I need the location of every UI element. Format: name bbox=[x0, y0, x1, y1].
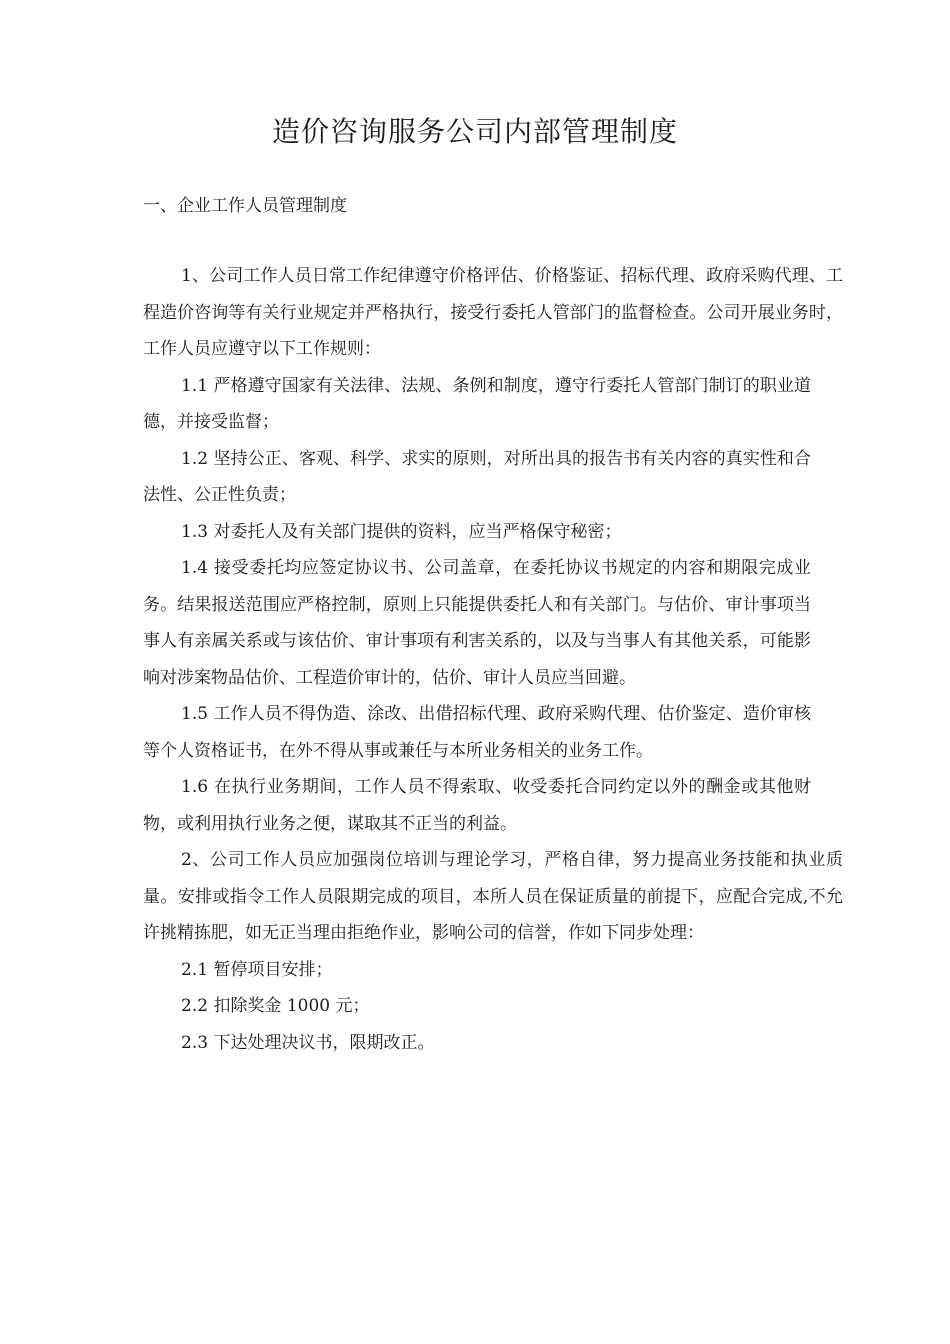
document-body bbox=[143, 258, 843, 1061]
paragraph-1-6: 1.6 在执行业务期间，工作人员不得索取、收受委托合同约定以外的酬金或其他财物，或利用执行业务之便，谋取其不正当的利益。 bbox=[143, 777, 811, 834]
paragraph-2-2: 2.2 扣除奖金 1000 元； bbox=[181, 996, 370, 1016]
paragraph-2: 2、公司工作人员应加强岗位培训与理论学习，严格自律，努力提高业务技能和执业质量。安排或指令工作人员限期完成的项目，本所人员在保证质量的前提下，应配合完成,不允许挑精拣肥，如无正当理由拒绝作业，影响公司的信誉，作如下同步处理： bbox=[143, 850, 843, 943]
paragraph-2-1: 2.1 暂停项目安排； bbox=[181, 959, 333, 980]
section-heading: 一、企业工作人员管理制度 bbox=[143, 196, 347, 216]
document-title: 造价咨询服务公司内部管理制度 bbox=[271, 115, 678, 148]
paragraph-2-3: 2.3 下达处理决议书，限期改正。 bbox=[181, 1032, 435, 1053]
paragraph-1: 1、公司工作人员日常工作纪律遵守价格评估、价格鉴证、招标代理、政府采购代理、工程造价咨询等有关行业规定并严格执行，接受行委托人管部门的监督检查。公司开展业务时，工作人员应遵守以下工作规则： bbox=[143, 266, 843, 359]
paragraph-1-3: 1.3 对委托人及有关部门提供的资料，应当严格保守秘密； bbox=[181, 521, 622, 542]
paragraph-1-4: 1.4 接受委托均应签定协议书、公司盖章，在委托协议书规定的内容和期限完成业务。结果报送范围应严格控制，原则上只能提供委托人和有关部门。与估价、审计事项当事人有亲属关系或与该估价、审计事项有利害关系的，以及与当事人有其他关系，可能影响对涉案物品估价、工程造价审计的，估价、审计人员应当回避。 bbox=[143, 558, 811, 688]
paragraph-1-2: 1.2 坚持公正、客观、科学、求实的原则，对所出具的报告书有关内容的真实性和合法性、公正性负责； bbox=[143, 448, 811, 505]
paragraph-1-5: 1.5 工作人员不得伪造、涂改、出借招标代理、政府采购代理、估价鉴定、造价审核等个人资格证书，在外不得从事或兼任与本所业务相关的业务工作。 bbox=[143, 704, 811, 761]
paragraph-1-1: 1.1 严格遵守国家有关法律、法规、条例和制度，遵守行委托人管部门制订的职业道德，并接受监督； bbox=[143, 375, 811, 432]
